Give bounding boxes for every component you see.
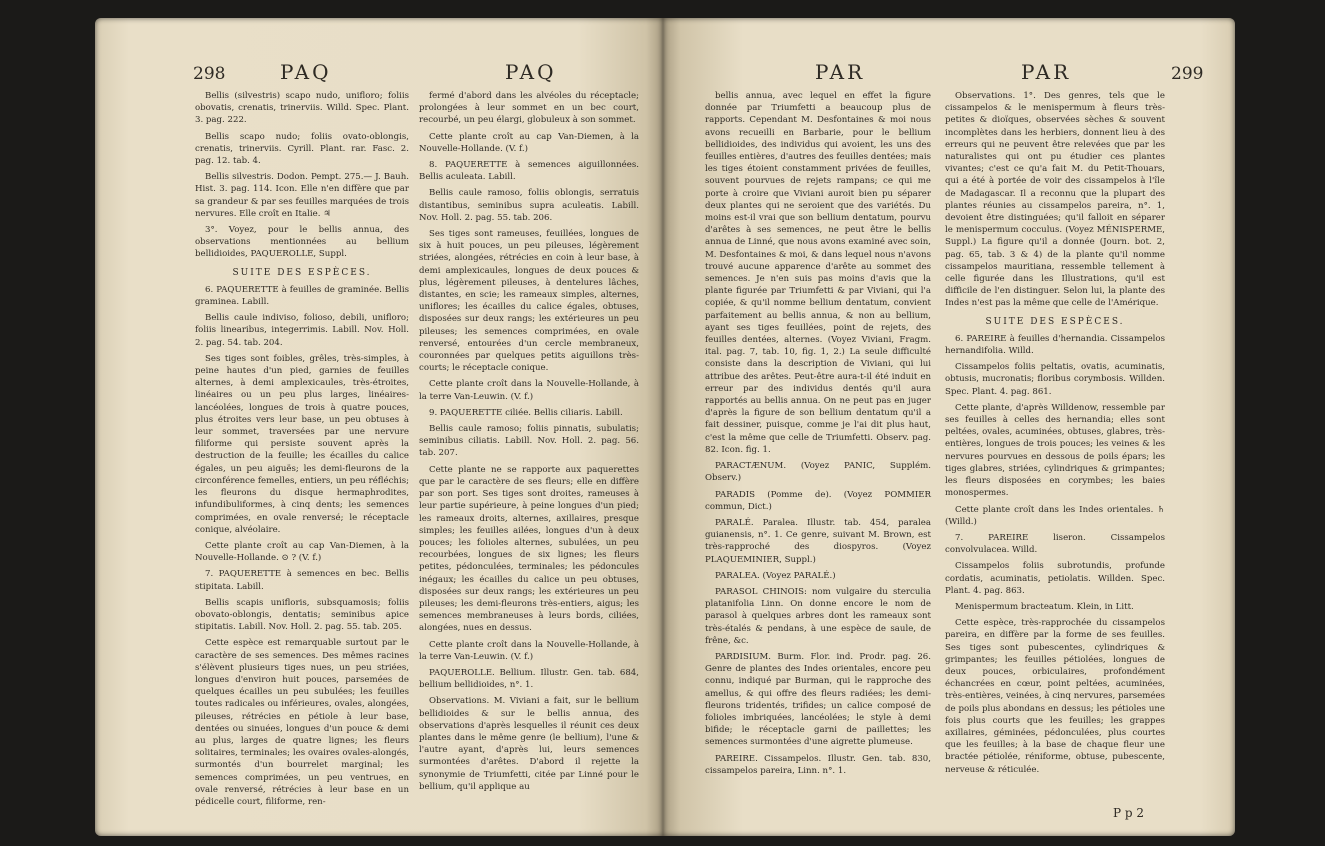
paragraph: fermé d'abord dans les alvéoles du réceptacle; prolongées à leur sommet en un bec court, recourbé, un peu élargi, globuleux à son sommet. bbox=[419, 91, 639, 126]
right-page bbox=[663, 18, 1235, 836]
paragraph: PAQUEROLLE. Bellium. Illustr. Gen. tab. 684, bellium bellidioides, n°. 1. bbox=[419, 667, 639, 691]
section-heading: SUITE DES ESPÈCES. bbox=[985, 316, 1125, 327]
paragraph: Cissampelos foliis subrotundis, profunde cordatis, acuminatis, petiolatis. Willden. Spec. Plant. 4. pag. 863. bbox=[945, 561, 1165, 596]
paragraph: 6. PAREIRE à feuilles d'hernandia. Cissampelos hernandifolia. Willd. bbox=[945, 333, 1165, 357]
paragraph: Cette plante croît dans la Nouvelle-Hollande, à la terre Van-Leuwin. (V. f.) bbox=[419, 639, 639, 662]
paragraph: Cette espèce, très-rapprochée du cissampelos pareira, en diffère par la forme de ses feuilles. Ses tiges sont pubescentes, cylindriques & grimpantes; les feuilles pétiolées, longues de deux pouces, orbiculaires, profondément échancrées en cœur, point peltées, acuminées, très-entières, veinées, à cinq nervures, parsemées de poils plus abondans en dessus; les pétioles une fois plus courts que les feuilles; les grappes axillaires, géminées, pédonculées, plus courtes que les feuilles; à la base de chaque fleur une bractée pétiolée, réniforme, obtuse, pubescente, nerveuse & réticulée. bbox=[945, 618, 1165, 775]
paragraph: bellis annua, avec lequel en effet la figure donnée par Triumfetti a beaucoup plus de rapports. Cependant M. Desfontaines & moi nous avons recueilli en Barbarie, pour le bellium bellidioides, des individus qui avoient, les uns des feuilles entières, d'autres des feuilles dentées; mais les tiges étoient constamment privées de feuilles, souvent pourvues de rejets rampans; ce qui me porte à croire que Viviani auroit bien pu séparer deux plantes qui ne seroient que des variétés. Du moins est-il vrai que son bellium dentatum, pourvu d'arêtes à ses semences, ne peut être le bellis annua de Linné, que nous avons examiné avec soin, M. Desfontaines & moi, & dans lequel nous n'avons trouvé aucune apparence d'arête au sommet des semences. Je n'en suis pas moins d'avis que la plante figurée par Triumfetti & par Viviani, qui l'a copiée, & qu'il nomme bellium dentatum, convient parfaitement au bellis annua, & non au bellium, ayant ses tiges feuillées, point de rejets, des feuilles dentées, alternes. (Voyez Viviani, Fragm. ital. pag. 7, tab. 10, fig. 1, 2.) La seule difficulté consiste dans la description de Viviani, qui lui attribue des arêtes. Peut-être aura-t-il été induit en erreur par des individus dentés qu'il aura rapportés au bellis annua. On ne peut pas en juger d'après la figure de son bellium dentatum qu'il a fait dessiner, puisque, comme je l'ai dit plus haut, c'est la même que celle de Triumfetti. Observ. pag. 82. Icon. fig. 1. bbox=[705, 91, 931, 455]
left-page-column-2 bbox=[419, 90, 639, 797]
running-head-right: PAR bbox=[1021, 60, 1072, 84]
right-page-column-2 bbox=[945, 90, 1165, 780]
paragraph: Cette plante, d'après Willdenow, ressemble par ses feuilles à celles des hernandia; elles sont peltées, ovales, acuminées, obtuses, glabres, très-entières, longues de trois pouces; les veines & les nervures pourvues en dessous de poils épars; les tiges glabres, striées, cylindriques & grimpantes; les fleurs disposées en corymbes; les baies monospermes. bbox=[945, 402, 1165, 499]
paragraph: Cette plante croît dans les Indes orientales. ♄ (Willd.) bbox=[945, 504, 1165, 527]
paragraph: Bellis caule ramoso, foliis oblongis, serratuis distantibus, seminibus supra aculeatis. Labill. Nov. Holl. 2. pag. 55. tab. 206. bbox=[419, 188, 639, 223]
paragraph: Bellis silvestris. Dodon. Pempt. 275.— J. Bauh. Hist. 3. pag. 114. Icon. Elle n'en diffère que par sa grandeur & par ses feuilles marquées de trois nervures. Elle croît en Italie. ♃ bbox=[195, 172, 409, 219]
paragraph: Ses tiges sont rameuses, feuillées, longues de six à huit pouces, un peu pileuses, légèrement striées, alongées, rétrécies en coin à leur base, à demi amplexicaules, longues de deux pouces & plus, légèrement pileuses, à dentelures lâches, distantes, en scie; les rameaux simples, alternes, uniflores; les écailles du calice égales, obtuses, disposées sur deux rangs; les extérieures un peu pileuses; les semences comprimées, en ovale renversé, entourées d'un cercle membraneux, couronnées par quelques petits aiguillons très-courts; le réceptacle conique. bbox=[419, 229, 639, 374]
paragraph: Bellis caule ramoso; foliis pinnatis, subulatis; seminibus ciliatis. Labill. Nov. Holl. 2. pag. 56. tab. 207. bbox=[419, 424, 639, 459]
running-head-right: PAQ bbox=[505, 60, 557, 84]
signature-mark: P p 2 bbox=[1113, 806, 1145, 820]
paragraph: Cette espèce est remarquable surtout par le caractère de ses semences. Des mêmes racines s'élèvent plusieurs tiges nues, un peu striées, longues d'environ huit pouces, parsemées de quelques écailles un peu subulées; les feuilles toutes radicales ou inférieures, ovales, alongées, pileuses, rétrécies en pétiole à leur base, dentées ou sinuées, longues d'un pouce & demi au plus, larges de quatre lignes; les fleurs solitaires, terminales; les ovaires ovales-alongés, surmontés d'un bourrelet marginal; les semences comprimées, un peu ventrues, en ovale renversé, rétrécies à leur base en un pédicelle court, filiforme, ren- bbox=[195, 638, 409, 807]
paragraph: PAREIRE. Cissampelos. Illustr. Gen. tab. 830, cissampelos pareira, Linn. n°. 1. bbox=[705, 753, 931, 776]
paragraph: 7. PAQUERETTE à semences en bec. Bellis stipitata. Labill. bbox=[195, 569, 409, 592]
paragraph: PARALEA. (Voyez PARALÉ.) bbox=[715, 570, 836, 581]
paragraph: 7. PAREIRE liseron. Cissampelos convolvulacea. Willd. bbox=[945, 532, 1165, 556]
paragraph: PARDISIUM. Burm. Flor. ind. Prodr. pag. 26. Genre de plantes des Indes orientales, encore peu connu, indiqué par Burman, qui le rapproche des amellus, & qui offre des fleurs radiées; les demi-fleurons tridentés, trifides; un calice composé de folioles imbriquées, lancéolées; le style à demi bifide; le réceptacle garni de paillettes; les semences surmontées d'une aigrette plumeuse. bbox=[705, 651, 931, 748]
left-page bbox=[95, 18, 663, 836]
paragraph: Observations. 1°. Des genres, tels que le cissampelos & le menispermum à fleurs très-petites & dioïques, observées sèches & souvent incomplètes dans les herbiers, donnent lieu à des erreurs qui ne peuvent être relevées que par les naturalistes qui ont pu étudier ces plantes vivantes; c'est ce qu'a fait M. du Petit-Thouars, qui a été à portée de voir des cissampelos à l'île de Madagascar. Il a reconnu que la plupart des plantes réunies au cissampelos pareira, n°. 1, devoient être distinguées; qu'il falloit en séparer le menispermum cocculus. (Voyez MÉNISPERME, Suppl.) La figure qu'il a donnée (Journ. bot. 2, pag. 65, tab. 3 & 4) de la plante qu'il nomme cissampelos mauritiana, ressemble tellement à celle figurée dans les Illustrations, qu'il est difficile de l'en distinguer. Selon lui, la plante des Indes n'est pas la même que celle de l'Amérique. bbox=[945, 91, 1165, 309]
paragraph: Cette plante croît au cap Van-Diemen, à la Nouvelle-Hollande. ⊙ ? (V. f.) bbox=[195, 540, 409, 564]
paragraph: Bellis (silvestris) scapo nudo, unifloro; foliis obovatis, crenatis, trinerviis. Willd. Spec. Plant. 3. pag. 222. bbox=[195, 91, 409, 126]
left-page-column-1 bbox=[195, 90, 409, 812]
paragraph: 6. PAQUERETTE à feuilles de graminée. Bellis graminea. Labill. bbox=[195, 284, 409, 308]
paragraph: Bellis caule indiviso, folioso, debili, unifloro; foliis linearibus, integerrimis. Labill. Nov. Holl. 2. pag. 54. tab. 204. bbox=[195, 313, 409, 348]
paragraph: PARASOL CHINOIS: nom vulgaire du sterculia platanifolia Linn. On donne encore le nom de parasol à quelques arbres dont les rameaux sont très-étalés & pendans, à une espèce de saule, de frêne, &c. bbox=[705, 586, 931, 646]
paragraph: PARALÉ. Paralea. Illustr. tab. 454, paralea guianensis, n°. 1. Ce genre, suivant M. Brown, est très-rapproché des diospyros. (Voyez PLAQUEMINIER, Suppl.) bbox=[705, 517, 931, 565]
paragraph: Cette plante croît au cap Van-Diemen, à la Nouvelle-Hollande. (V. f.) bbox=[419, 131, 639, 154]
running-head-left: PAQ bbox=[280, 60, 332, 84]
paragraph: PARACTÆNUM. (Voyez PANIC, Supplém. Observ.) bbox=[705, 461, 931, 484]
page-number: 299 bbox=[1171, 64, 1204, 84]
paragraph: Cette plante croît dans la Nouvelle-Hollande, à la terre Van-Leuwin. (V. f.) bbox=[419, 379, 639, 402]
running-head-left: PAR bbox=[815, 60, 866, 84]
paragraph: 8. PAQUERETTE à semences aiguillonnées. Bellis aculeata. Labill. bbox=[419, 160, 639, 183]
paragraph: Bellis scapis unifloris, subsquamosis; foliis obovato-oblongis, dentatis; seminibus apice stipitatis. Labill. Nov. Holl. 2. pag. 55. tab. 205. bbox=[195, 597, 409, 633]
page-number: 298 bbox=[193, 64, 226, 84]
paragraph: Ses tiges sont foibles, grêles, très-simples, à peine hautes d'un pied, garnies de feuilles alternes, à demi amplexicaules, très-étroites, linéaires ou un peu plus larges, linéaires-lancéolées, longues de trois à quatre pouces, plus étroites vers leur base, un peu obtuses à leur sommet, traversées par une nervure filiforme qui persiste souvent après la destruction de la feuille; les écailles du calice égales, un peu aiguës; les demi-fleurons de la circonférence femelles, entiers, un peu réfléchis; les fleurons du disque hermaphrodites, infundibuliformes, à cinq dents; les semences comprimées, en ovale renversé; le réceptacle conique, alvéolaire. bbox=[195, 353, 409, 535]
paragraph: 3°. Voyez, pour le bellis annua, des observations mentionnées au bellium bellidioides, PAQUEROLLE, Suppl. bbox=[195, 225, 409, 260]
section-heading: SUITE DES ESPÈCES. bbox=[232, 267, 372, 278]
paragraph: Cette plante ne se rapporte aux paquerettes que par le caractère de ses fleurs; elle en diffère par son port. Ses tiges sont droites, rameuses à leur partie supérieure, à peine longues d'un pied; les rameaux droits, alternes, axillaires, presque simples; les feuilles ailées, longues d'un à deux pouces; les folioles alternes, subulées, un peu recourbées, longues de six lignes; les fleurs petites, pédonculées, terminales; les pédoncules inégaux; les écailles du calice un peu obtuses, disposées sur deux rangs; les extérieures un peu pileuses; les demi-fleurons très-entiers, aigus; les semences membraneuses à leurs bords, ciliées, alongées, nues en dessus. bbox=[419, 464, 639, 634]
open-book bbox=[95, 18, 1235, 836]
paragraph: Cissampelos foliis peltatis, ovatis, acuminatis, obtusis, mucronatis; floribus corymbosis. Willden. Spec. Plant. 4. pag. 861. bbox=[945, 362, 1165, 397]
paragraph: Menispermum bracteatum. Klein, in Litt. bbox=[955, 601, 1134, 612]
paragraph: Observations. M. Viviani a fait, sur le bellium bellidioides & sur le bellis annua, des observations d'après lesquelles il réunit ces deux plantes dans le même genre (le bellium), l'une & l'autre ayant, d'après lui, leurs semences surmontées d'arêtes. D'abord il rejette la synonymie de Triumfetti, citée par Linné pour le bellium, qu'il applique au bbox=[419, 696, 639, 792]
paragraph: 9. PAQUERETTE ciliée. Bellis ciliaris. Labill. bbox=[429, 407, 623, 418]
paragraph: PARADIS (Pomme de). (Voyez POMMIER commun, Dict.) bbox=[705, 489, 931, 512]
right-page-column-1 bbox=[705, 90, 931, 781]
paragraph: Bellis scapo nudo; foliis ovato-oblongis, crenatis, trinerviis. Cyrill. Plant. rar. Fasc. 2. pag. 12. tab. 4. bbox=[195, 131, 409, 167]
